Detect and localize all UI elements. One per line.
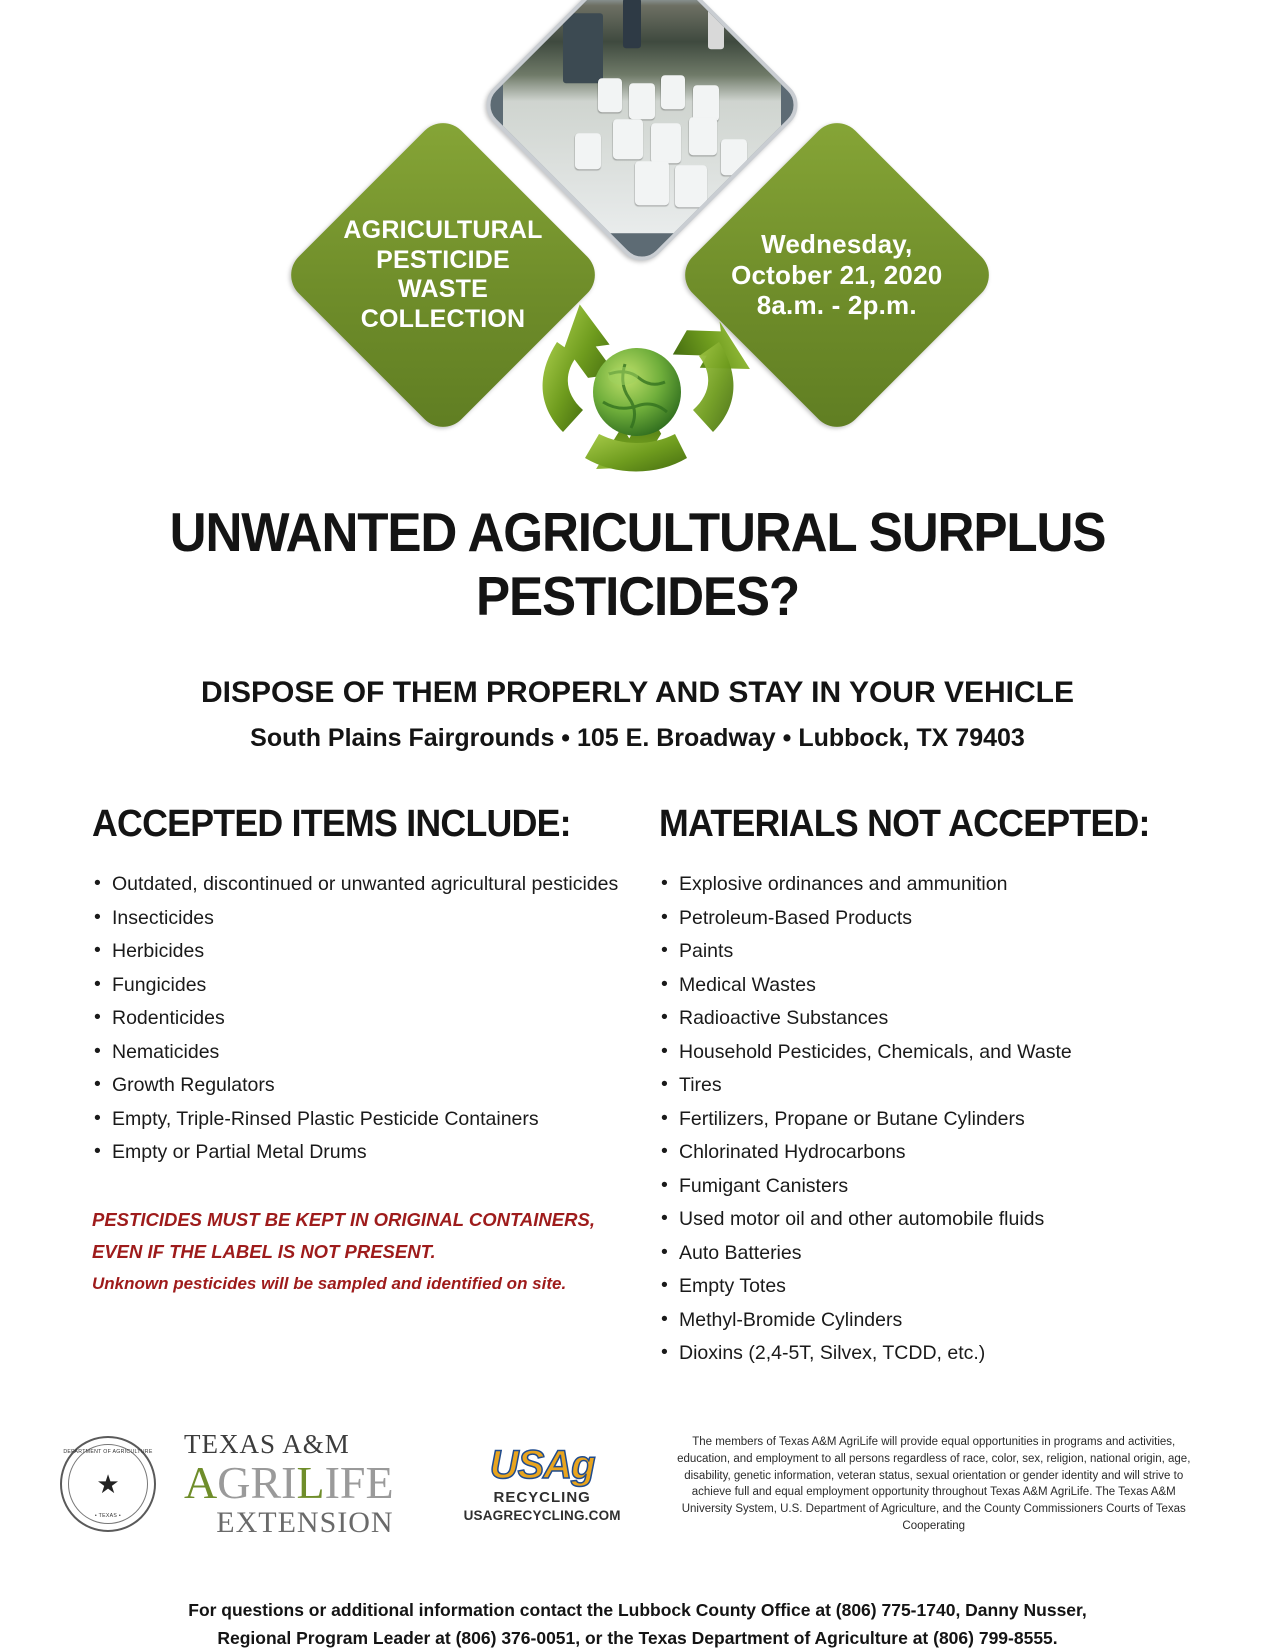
list-item: • Rodenticides (92, 1002, 637, 1036)
usag-website: USAGRECYCLING.COM (463, 1508, 621, 1524)
list-item: • Explosive ordinances and ammunition (659, 868, 1197, 902)
list-item: • Insecticides (92, 902, 637, 936)
agrilife-line3: EXTENSION (216, 1505, 394, 1539)
list-item: • Used motor oil and other automobile fluids (659, 1203, 1197, 1237)
list-item: • Fertilizers, Propane or Butane Cylinders (659, 1103, 1197, 1137)
texas-dept-agriculture-seal-icon (60, 1436, 156, 1532)
list-item: • Empty Totes (659, 1270, 1197, 1304)
agrilife-extension-logo (184, 1428, 394, 1539)
equal-opportunity-disclaimer: The members of Texas A&M AgriLife will provide equal opportunities in programs and activities, education, and employment to all persons regardless of race, color, sex, religion, national origin, age, disability, genetic information, veteran status, sexual orientation or gender identity and will strive to achieve full and equal employment opportunity throughout Texas A&M AgriLife. The Texas A&M University System, U.S. Department of Agriculture, and the County Commissioners Courts of Texas Cooperating (677, 1436, 1191, 1532)
agrilife-l: L (296, 1456, 325, 1508)
footer-logos (0, 1405, 1275, 1538)
photo-image (503, 0, 781, 233)
event-type-line3: COLLECTION (360, 304, 526, 333)
accepted-column (92, 803, 637, 1371)
list-item: • Dioxins (2,4-5T, Silvex, TCDD, etc.) (659, 1337, 1197, 1371)
accepted-heading: ACCEPTED ITEMS INCLUDE: (92, 803, 571, 845)
hero-banner (0, 0, 1275, 500)
event-type-line1: AGRICULTURAL (343, 216, 543, 244)
event-time: 8a.m. - 2p.m. (756, 290, 918, 321)
event-date: October 21, 2020 (731, 259, 943, 290)
contact-info (0, 1596, 1275, 1652)
original-containers-note (92, 1204, 637, 1299)
list-item: • Auto Batteries (659, 1237, 1197, 1271)
usag-wordmark: USAg (489, 1443, 595, 1488)
not-accepted-list (659, 868, 1197, 1371)
list-item: • Herbicides (92, 935, 637, 969)
note-line-3: Unknown pesticides will be sampled and identified on site. (92, 1273, 567, 1293)
list-item: • Methyl-Bromide Cylinders (659, 1304, 1197, 1338)
list-item: • Outdated, discontinued or unwanted agricultural pesticides (92, 868, 637, 902)
note-line-1: PESTICIDES MUST BE KEPT IN ORIGINAL CONTAINERS, (92, 1208, 595, 1230)
recycle-globe-icon (505, 290, 770, 505)
list-item: • Radioactive Substances (659, 1002, 1197, 1036)
agrilife-line2 (184, 1456, 394, 1508)
agrilife-line1: TEXAS A&M (184, 1428, 350, 1459)
list-item: • Nematicides (92, 1036, 637, 1070)
list-item: • Growth Regulators (92, 1069, 637, 1103)
agrilife-a: A (184, 1456, 218, 1508)
list-item: • Household Pesticides, Chemicals, and Waste (659, 1036, 1197, 1070)
list-item: • Tires (659, 1069, 1197, 1103)
page-title: UNWANTED AGRICULTURAL SURPLUS PESTICIDES? (169, 501, 1106, 627)
contact-line-2: Regional Program Leader at (806) 376-0051, or the Texas Department of Agriculture at (806) 799-8555. (217, 1627, 1058, 1648)
list-item: • Medical Wastes (659, 969, 1197, 1003)
list-item: • Paints (659, 935, 1197, 969)
event-day: Wednesday, (761, 228, 913, 259)
agrilife-gri: GRI (217, 1456, 297, 1508)
list-item: • Petroleum-Based Products (659, 902, 1197, 936)
star-icon: ★ (96, 1469, 120, 1500)
usag-recycling-label: RECYCLING (493, 1489, 591, 1507)
note-line-2: EVEN IF THE LABEL IS NOT PRESENT. (92, 1241, 436, 1263)
not-accepted-heading: MATERIALS NOT ACCEPTED: (659, 803, 1150, 845)
list-item: • Chlorinated Hydrocarbons (659, 1136, 1197, 1170)
contact-line-1: For questions or additional information contact the Lubbock County Office at (806) 775-1740, Danny Nusser, (188, 1599, 1087, 1620)
lists-section (0, 803, 1275, 1371)
usag-recycling-logo (464, 1445, 621, 1523)
list-item: • Fumigant Canisters (659, 1170, 1197, 1204)
list-item: • Empty, Triple-Rinsed Plastic Pesticide Containers (92, 1103, 637, 1137)
seal-top-text: DEPARTMENT OF AGRICULTURE (63, 1449, 153, 1456)
subtitle: DISPOSE OF THEM PROPERLY AND STAY IN YOUR VEHICLE (201, 676, 1074, 709)
accepted-list (92, 868, 637, 1170)
list-item: • Empty or Partial Metal Drums (92, 1136, 637, 1170)
agrilife-ife: IFE (324, 1456, 394, 1508)
location-line: South Plains Fairgrounds • 105 E. Broadway • Lubbock, TX 79403 (250, 724, 1025, 752)
list-item: • Fungicides (92, 969, 637, 1003)
not-accepted-column (637, 803, 1197, 1371)
seal-bottom-text: • TEXAS • (94, 1513, 122, 1520)
event-type-line2: PESTICIDE WASTE (376, 245, 510, 303)
